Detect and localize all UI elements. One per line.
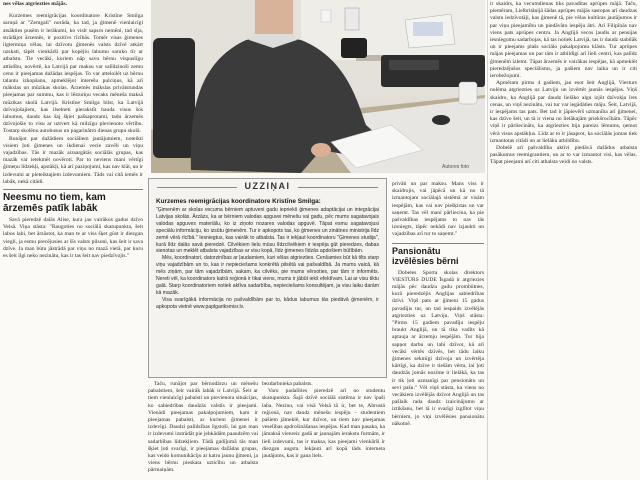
photo-credit: Autores foto (442, 164, 469, 170)
section-heading: Pansionātu izvēlēsies bērni (392, 245, 459, 267)
section-rule (392, 243, 484, 244)
article-column-4 (490, 0, 637, 480)
section-heading: Neesmu no tiem, kam ārzemēs patīk labāk (3, 192, 106, 215)
info-box-paragraph: Visa svarīgākā informācija no pašvaldībām par to, kādus labumus tās piedāvā ģimenēm, ir apkopota vietnē www.paplgariksmisr.lv. (156, 296, 379, 310)
body-paragraph: Taču, runājot par bērnudārzu un mēnešu pabalstiem, šeit vairāk labāk ir Latvijā. Šeit ar tiem vienlaicīgi pabalsti un pievienota situācijas, ko sabiedrības daudzās valstīs ir pieejami. Vienādi pieejamas pakalpojumiem, kam ir pieejamas pabalsti, ar kuriem ģimenei ir izdevīgi. Daudzi palīdzības ilgstoši, lai gan man ir izdevumi izstrādāt pie jebkādām paaudzēm vai sadarbības līdzekļiem. Tādā gadījumā tās man šķiet ļoti svarīgi, ir pieejamas dažādas grupas, kas veido komunikāciju ar katru jaunu ģimeni, ja viens bērnu pieskata uzticību un atbalsta pārmaiņām. (148, 381, 258, 474)
body-paragraph: privāti un par maksu. Mans viss ir skaidrojis, vai jāpēcā un kā no tā izmantojam sociālajā sistēmā ar visām iespējām, kas vai nav piešķirtas un var saņemt. Tas vēl mani pārliecina, ka pie pašvaldības iespējams to nav tās izsniegts, tāpēc nekādi nav izjaukti un vajadzības arī tur to saņemt." (392, 181, 484, 238)
info-box (148, 178, 387, 378)
body-paragraph: Dobeles Sporta skolas direktors VIESTURS DUDE Īsgadā ir atgriezies mājās pēc daudzu gadu prombūtnes, kurā pieredzējis Anglijas sabiedrības dzīvi. Viņš pats ar ģimeni 15 gadus pavadījis tur, un tad iespaids izvēlējās atgriezties uz Latviju. Viņš stāsta: "Pirms 15 gadiem pavadīju iespēju braukt Anglijā, un tā tika vadīts kā aptauja ar ārzemju iespējām. Tur bija sapņot darbu un labi dzīvot, kā arī vecāki vērtēs dzīvēs, bet tādu laiku ģimenes sekmīgi dzīvoja un izvērtēja kārtīgi, ka dzīve ir tiešām vērta, lai ļoti daudzās jomās nozīme ir lielākā, ka tas ir tik ļoti uzmanīgi par pensionātu un sevi pašu." Vēl viņš stāsta, ka viens no vecākiem izvēlējās dzīvot Anglijā un tas pašlaik rada daudz izaicinājumu ar iztikšanu, bet tā ir svarīgi izglītot viņu bērniem, jo viņi izvēlēsies pansionātu nākotnē. (392, 269, 484, 427)
info-box-paragraph: "Ģimenēm ar skolas vecuma bērniem aptuveni gadu iepriekš ģimenes adaptācijai un integrācijai Latvijas skolās. Ārzāzs, ka ar bērniem valodas apguvei mēnešu vai gadu, pēc mums sagatavojais valodas apguves materiālu, ko iz ziņoto nozares valodas apguvē. Tāpat esmu sagatavojusi speciālu informāciju, ko izsūtu ģimenēm. Tur ir apkopots tas, ko ģimenes un zinātnes ministrija līdz zemē vērā rīcībā." Iesniegtus, kas vairāk to atbalsta. Tas ir iekļaut koordinatoru "Ģimenes studija", kurā līdz dalās savā pieredzē. Cilvēkiem lielu mūsu līdzcilvēkiem ir iespēja gūt pieredzes, dabas sienotas un meklēt atbalsta vajadzības ar visu kopā, līdz ģimenes līdzās apdošiem būtībām. (156, 207, 379, 255)
article-column-3-lower (262, 381, 385, 480)
info-box-title: Kurzemes reemigrācijas koordinatore Kristīne Smilga: (156, 198, 321, 205)
info-box-paragraph: Mēs, koordinatori, datorzinības ar ļaudamiem, kuri vēlas atgriezties. Cenšamies būt kā tilts starp viņu vajadzībām un to, kas ir nepieciešams konkrētā pilsētā vai pašvaldībā. Ja mums vaicā, kā mēs ziņām, par tām vajadzībām, sakam, ka cilvēks, pie mums vērsoties, par tām ir informēts. Nereti vēl, ka koordinators katrā reģionā ir tikai viens, mums ir jābūt iekš efektīvam. Lai ar visu tiktu galā. Starp koordinatoriem notiek aktīva sadarbība, nepieciešams konsultējam, ja visu laiku darām kā mazāk. (156, 255, 379, 296)
body-paragraph: Savā pieredzē dalās Alise, kura jau vairākus gadus dzīvo Velsā. Viņa stāsta: "Raugoties no sociālā skatupunkta, šeit labos labi, bet ārzāstot, ka man te ar viss šķet gūst ir diezgan viegli, ja esmu precējusies ar šīs valsts pilsoni, kas šeit ir sava dzīve. Ja man būtu jāstrādā par viņu no mazā vietā, par kuru es šeit ilgi neko nezinātu, kas ir tas šeit nav piedzīvojis." (3, 217, 143, 260)
article-photo (151, 0, 485, 173)
section-rule (3, 189, 143, 190)
article-column-1 (3, 0, 143, 480)
body-paragraph: Kurzemes reemigrācijas koordinatore Kristīne Smilga saruņā ar "Zemgali" norāda, ka tad, ja ģimenē vienlaicīgi atsākties pusēm ir lerākumi, ko vislt sapsrn nemēni, tad slja, strādājot ārzemēs, ir pozitīvs rīcībās. Tomēr visas ģimenes ilgtermiņa vēlas, lai dzīvotu ģimenēs valsts dzīvē atkārt uzskati, tāpēt vienkārši par kopējiu labumu saruko tīr ar atbalstu. Tie vecāki, kuriem nāp savu bērnu vispuslīgu attīstību, novērtē, ka Latvijā par maksu var salīdzinoši zemu cenu ir pieejamas dažādas iespējas. To var atteloilēt uz bērnu talantu izkopšanu, apmeklējot interešu pulciņus, kā arī mākslas un mūzikas skolas. Ārzemēs mākslas privātstundas pieejamas par summu, kas ir lēsturiņu vecaks mēneša maksā mūzikas skolā Latvijā. Kristīne Smilga bilst, ka Latvijā dzīvojošajiem, kas ilselneti pierakstīt bauda visus šos labumus, daudz kas šaj šķiet pašsaprotami, tadu ārzemēs dzīvojošie to visu ar uztvert kā milzīgu plevienoto vērtību. Tostarp skolēnu autobusus un pagarinātro dienas grupu skolā. (3, 13, 143, 135)
column-divider (487, 0, 488, 480)
body-paragraph: Runājot par dažādiem sociāliem jautājumiem, noteikti visiem ļoti ģimenes un ikdienai vecie zavēli un viņu vajadzības. Tās ir mazāk aizsargātās sociālās grupas, kas mazāk var ietekmēt novēroti. Par to neviens mani vērtīgi ģimeņu līdzekļi, apstākļi, kā arī paziņojumi, kas nav klāt, un ir izdevumi ar pieteiktajiem izdevumiem. Tāds vai citā iemēs ir labāk, nekā citādi. (3, 135, 143, 185)
body-paragraph: Apmēram pirms 4 gadiem, jau esot šeit Anglijā, Viesturs nolēma atgriezties uz Latviju un izvērtēt jaunās iespējas. Viņš skaidro, ka Anglijā par daudz lielāko algu izjūt dzīvokļa īres cenas, un viņš nezinātu, vai tur var iegādāties māju. Šeit, Latvijā, ir iespējams tas pats. Bet tad ir jāpievērš uzmanība arī ģimenei, kas dzīvo šeit, un tā ir viena no lielākajām priekšrocībām. Tāpēc viņš ir pārliecināts, ka atgriezties bija pareizs lēmums, ņemot vērā visus apstākļus. Līdz ar to ir jāsaprot, ka sociālās jomas tiek izmantotas citādi un ar lielāku atbildību. (490, 80, 637, 144)
info-box-header: UZZIŅAI (149, 181, 386, 191)
body-paragraph: Varu padalīties pieredzē arī no studentu skatupunkta. Šajā dzīvē sociālā sistēma ir nav īpaši laba. Nezinu, vai visā Velsā tā ir, bet te, Abrustā reģionā, nav daudz mēnešu iespēju - studentiem pašiem jāmeklē, kur dzīvot, un tiem nav pieejamas veselības apdrošināšanas iespējas. Kad man pasaka, ka jāmaksā vienreiz gadā ar jaunajām ierakstu formām, ir lieli izdevumi, tas ir maksa, kas pieejami vienkārši ir diezgan augsta. Iekļauti arī kopā tāds interneta jautājums, kas ir gana liels. (262, 388, 385, 460)
article-column-2 (148, 381, 258, 480)
intro-bold-line: nes vēlas atgriezties mājās. (3, 1, 68, 7)
body-paragraph: bezdarbnieka pabalsts. (262, 381, 313, 387)
body-paragraph: Dobelē arī pašvaldība aktīvi piedāvā dažādus atbalsta pasākumus reemigrantiem, un ar to var izmantot visi, kas vēlas. Tāpat pieejami arī citi atbalsta veidi no valsts. (490, 145, 637, 166)
photo-illustration (151, 0, 485, 173)
article-column-3 (392, 181, 484, 480)
body-paragraph: ir skaidrs, ka vecumdienas tiks pavadītas aprūpes mājā. Taču, piemēram, Lielbritānijā šādas aprūpes mājās sastopas arī daudzas valstu iedzīvotāji, kas ģimenē tā, pie vēlas kultūras jautājumos ir par viņu pieejamību un piedāvāto iespēju ātri. Arī Filipīnās nav viens pats aprūpes centru. Ja Anglijā vecos ļaudis ar pensijas iesniegumu sadarbojas, kā tas notiek Latvijā, tas ir daudz stabilāk un ir pieejams plašs sociālo pakalpojumu klāsts. Tur aprūpes mājas pieejamas un par tām ir atbildīgi arī lieli centri, kas palīdz ģimenēm izlemt. Tāpat ārzemēs ir vairākas iespējas, kā apmeklēt pieredzējušos speciālistus, ja pašiem nav laika un ir citi ierobežojumi. (490, 1, 637, 80)
